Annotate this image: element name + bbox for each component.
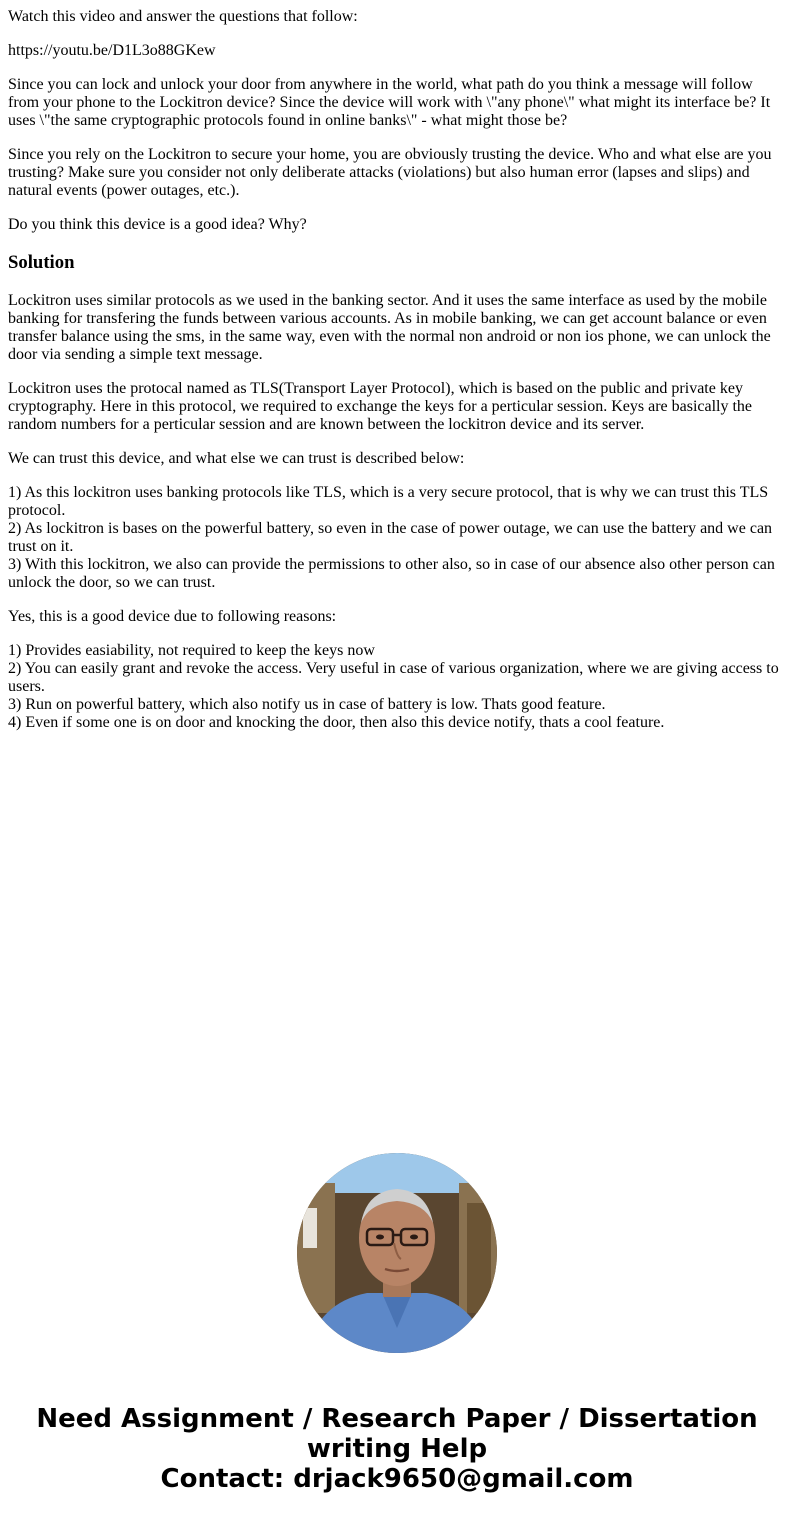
question-intro: Watch this video and answer the questions that follow: [8,8,358,25]
author-portrait-image [297,1153,497,1353]
footer-banner [0,1404,794,1494]
footer-help-text: Need Assignment / Research Paper / Dissertation writing Help [36,1404,758,1464]
trust-list [8,484,786,592]
trust-item-3: 3) With this lockitron, we also can provide the permissions to other also, so in case of our absence also other person can unlock the door, so we can trust. [8,556,775,591]
trust-item-2: 2) As lockitron is bases on the powerful battery, so even in the case of power outage, we can use the battery and we can trust on it. [8,520,773,555]
reason-item-3: 3) Run on powerful battery, which also notify us in case of battery is low. Thats good feature. [8,696,606,713]
video-link: https://youtu.be/D1L3o88GKew [8,42,216,59]
author-avatar [297,1153,497,1353]
question-1: Since you can lock and unlock your door from anywhere in the world, what path do you think a message will follow from your phone to the Lockitron device? Since the device will work with \"any phone\" what might its interface be? It uses \"the same cryptographic protocols found in online banks\" - what might those be? [8,76,771,129]
solution-paragraph-2: Lockitron uses the protocal named as TLS(Transport Layer Protocol), which is based on the public and private key cryptography. Here in this protocol, we required to exchange the keys for a perticular session. Keys are basically the random numbers for a perticular session and are known between the lockitron device and its server. [8,380,753,433]
reason-item-1: 1) Provides easiability, not required to keep the keys now [8,642,375,659]
solution-paragraph-1: Lockitron uses similar protocols as we used in the banking sector. And it uses the same interface as used by the mobile banking for transfering the funds between various accounts. As in mobile banking, we can get account balance or even transfer balance using the sms, in the same way, even with the normal non android or non ios phone, we can unlock the door via sending a simple text message. [8,292,771,363]
solution-heading: Solution [8,252,75,273]
trust-item-1: 1) As this lockitron uses banking protocols like TLS, which is a very secure protocol, that is why we can trust this TLS protocol. [8,484,769,519]
question-2: Since you rely on the Lockitron to secure your home, you are obviously trusting the device. Who and what else are you trusting? Make sure you consider not only deliberate attacks (violations) but also human error (lapses and slips) and natural events (power outages, etc.). [8,146,772,199]
footer-contact: Contact: drjack9650@gmail.com [160,1464,634,1494]
question-3: Do you think this device is a good idea? Why? [8,216,307,233]
solution-paragraph-4: Yes, this is a good device due to following reasons: [8,608,337,625]
reason-item-2: 2) You can easily grant and revoke the access. Very useful in case of various organization, where we are giving access to users. [8,660,779,695]
reasons-list [8,642,786,732]
document-content [8,0,786,748]
reason-item-4: 4) Even if some one is on door and knocking the door, then also this device notify, thats a cool feature. [8,714,665,731]
solution-paragraph-3: We can trust this device, and what else we can trust is described below: [8,450,465,467]
